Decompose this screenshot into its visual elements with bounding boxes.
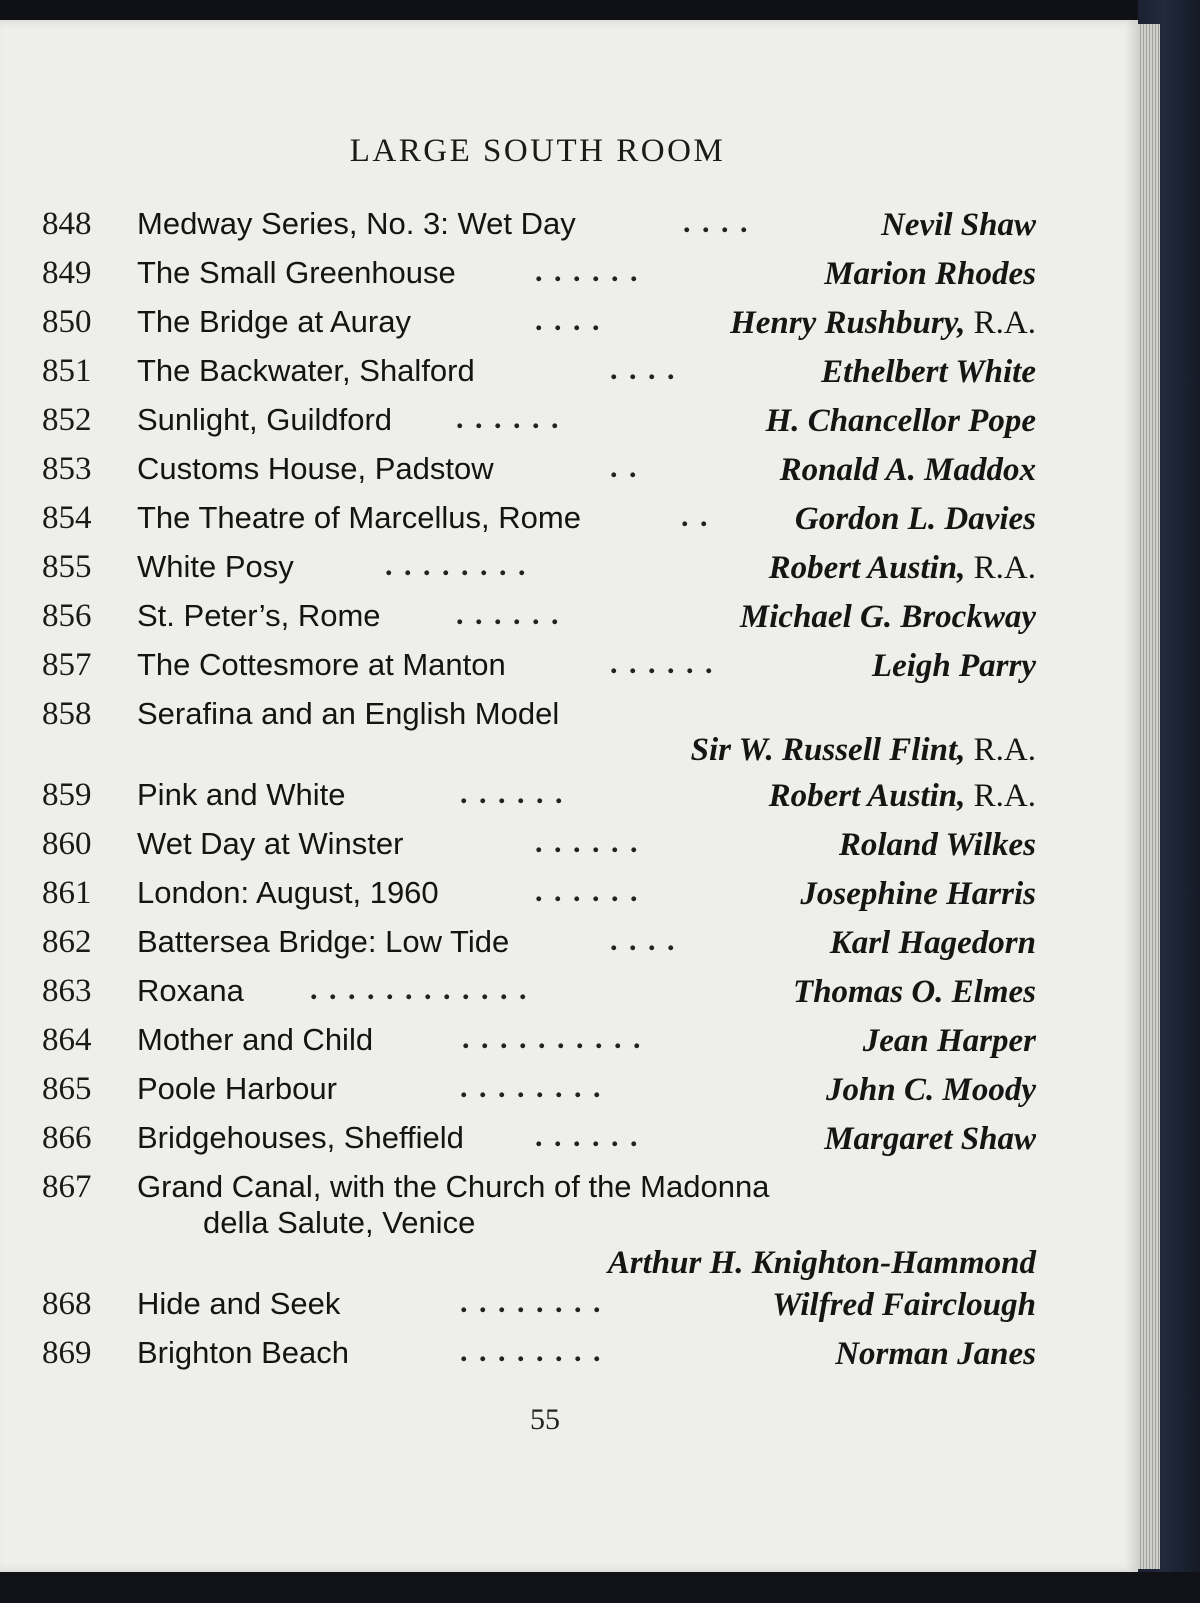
- leader-dots: . . . . . .: [610, 647, 715, 680]
- entry-artist: Thomas O. Elmes: [793, 974, 1036, 1010]
- entry-number: 848: [42, 206, 92, 242]
- entry-title: Medway Series, No. 3: Wet Day: [137, 206, 576, 241]
- catalogue-entry: [0, 924, 1060, 972]
- leader-dots: . . . . . . . .: [460, 1335, 603, 1368]
- leader-dots: . . . . . .: [456, 598, 561, 631]
- entry-artist: Margaret Shaw: [824, 1121, 1036, 1157]
- catalogue-entry: [0, 353, 1060, 401]
- catalogue-entry: [0, 875, 1060, 923]
- entry-number: 866: [42, 1120, 92, 1156]
- entry-artist: Roland Wilkes: [838, 827, 1036, 863]
- entry-number: 865: [42, 1071, 92, 1107]
- leader-dots: . . . . . .: [535, 875, 640, 908]
- entry-artist: Arthur H. Knighton-Hammond: [607, 1245, 1036, 1281]
- entry-artist: Robert Austin, R.A.: [768, 550, 1036, 586]
- catalogue-entry: [0, 1169, 1060, 1289]
- leader-dots: . .: [681, 500, 710, 533]
- catalogue-entry: [0, 451, 1060, 499]
- entry-number: 868: [42, 1286, 92, 1322]
- entry-artist: Norman Janes: [835, 1336, 1036, 1372]
- leader-dots: . . . . . . . .: [460, 1286, 603, 1319]
- entry-number: 864: [42, 1022, 92, 1058]
- entry-title: Sunlight, Guildford: [137, 402, 393, 437]
- entry-artist: Josephine Harris: [800, 876, 1036, 912]
- leader-dots: . . . . . . . . . . . .: [310, 973, 529, 1006]
- leader-dots: . . . . . . . . . .: [462, 1022, 643, 1055]
- entry-number: 863: [42, 973, 92, 1009]
- entry-number: 859: [42, 777, 92, 813]
- entry-number: 851: [42, 353, 92, 389]
- room-heading: LARGE SOUTH ROOM: [349, 133, 726, 169]
- entry-title: Poole Harbour: [137, 1071, 337, 1106]
- entry-artist: Michael G. Brockway: [739, 599, 1036, 635]
- entry-number: 858: [42, 696, 92, 732]
- entry-number: 867: [42, 1169, 92, 1205]
- entry-title: Mother and Child: [137, 1022, 374, 1057]
- entry-artist: Wilfred Fairclough: [772, 1287, 1036, 1323]
- entry-number: 850: [42, 304, 92, 340]
- leader-dots: . . . .: [610, 924, 677, 957]
- catalogue-entry: [0, 696, 1060, 772]
- leader-dots: . . . . . .: [456, 402, 561, 435]
- entry-artist: Sir W. Russell Flint, R.A.: [690, 732, 1036, 768]
- entry-artist: Ethelbert White: [821, 354, 1036, 390]
- leader-dots: . . . . . .: [535, 826, 640, 859]
- entry-number: 854: [42, 500, 92, 536]
- entry-number: 869: [42, 1335, 92, 1371]
- entry-title: Serafina and an English Model: [137, 696, 560, 731]
- entry-artist: Henry Rushbury, R.A.: [730, 305, 1036, 341]
- leader-dots: . . . . . .: [535, 1120, 640, 1153]
- entry-title: Grand Canal, with the Church of the Madonna: [137, 1169, 770, 1204]
- entry-artist: Jean Harper: [862, 1023, 1036, 1059]
- leader-dots: . . . .: [535, 304, 602, 337]
- catalogue-page: [0, 20, 1138, 1572]
- entry-title: Pink and White: [137, 777, 346, 812]
- catalogue-entry: [0, 1335, 1060, 1383]
- catalogue-entry: [0, 549, 1060, 597]
- catalogue-entry: [0, 402, 1060, 450]
- entry-number: 857: [42, 647, 92, 683]
- catalogue-entry: [0, 647, 1060, 695]
- entry-title: London: August, 1960: [137, 875, 439, 910]
- entry-number: 856: [42, 598, 92, 634]
- entry-title: St. Peter’s, Rome: [137, 598, 381, 633]
- entry-title: The Theatre of Marcellus, Rome: [137, 500, 581, 535]
- entry-number: 849: [42, 255, 92, 291]
- leader-dots: . . . . . . . .: [460, 1071, 603, 1104]
- leader-dots: . . . . . . . .: [385, 549, 528, 582]
- entry-title: Customs House, Padstow: [137, 451, 494, 486]
- leader-dots: . .: [610, 451, 639, 484]
- entry-artist: John C. Moody: [826, 1072, 1036, 1108]
- entry-artist: Leigh Parry: [871, 648, 1036, 684]
- entry-number: 862: [42, 924, 92, 960]
- entry-number: 855: [42, 549, 92, 585]
- entry-title: The Bridge at Auray: [137, 304, 411, 339]
- entry-title-continued: della Salute, Venice: [203, 1205, 476, 1240]
- leader-dots: . . . .: [683, 206, 750, 239]
- entry-title: Roxana: [137, 973, 244, 1008]
- leader-dots: . . . . . .: [460, 777, 565, 810]
- entry-title: Bridgehouses, Sheffield: [137, 1120, 464, 1155]
- catalogue-entry: [0, 1286, 1060, 1334]
- catalogue-entry: [0, 777, 1060, 825]
- entry-number: 853: [42, 451, 92, 487]
- entry-number: 861: [42, 875, 92, 911]
- entry-title: Wet Day at Winster: [137, 826, 404, 861]
- catalogue-entry: [0, 826, 1060, 874]
- entry-artist: Nevil Shaw: [881, 207, 1036, 243]
- entry-title: The Backwater, Shalford: [137, 353, 475, 388]
- entry-artist: H. Chancellor Pope: [765, 403, 1036, 439]
- entry-title: Battersea Bridge: Low Tide: [137, 924, 510, 959]
- entry-title: White Posy: [137, 549, 294, 584]
- entry-title: The Cottesmore at Manton: [137, 647, 506, 682]
- entry-number: 852: [42, 402, 92, 438]
- entry-artist: Gordon L. Davies: [794, 501, 1036, 537]
- scan-bottom-edge: [0, 1572, 1200, 1603]
- catalogue-entry: [0, 1071, 1060, 1119]
- entry-artist: Marion Rhodes: [824, 256, 1036, 292]
- leader-dots: . . . . . .: [535, 255, 640, 288]
- catalogue-entry: [0, 598, 1060, 646]
- entry-title: Brighton Beach: [137, 1335, 349, 1370]
- catalogue-entry: [0, 255, 1060, 303]
- catalogue-entry: [0, 1120, 1060, 1168]
- entry-artist: Karl Hagedorn: [829, 925, 1036, 961]
- catalogue-entry: [0, 973, 1060, 1021]
- catalogue-entry: [0, 206, 1060, 254]
- page-number: 55: [530, 1403, 560, 1436]
- entry-artist: Ronald A. Maddox: [779, 452, 1036, 488]
- entry-title: Hide and Seek: [137, 1286, 341, 1321]
- catalogue-entry: [0, 304, 1060, 352]
- leader-dots: . . . .: [610, 353, 677, 386]
- entry-title: The Small Greenhouse: [137, 255, 456, 290]
- catalogue-entry: [0, 1022, 1060, 1070]
- entry-number: 860: [42, 826, 92, 862]
- catalogue-entry: [0, 500, 1060, 548]
- entry-artist: Robert Austin, R.A.: [768, 778, 1036, 814]
